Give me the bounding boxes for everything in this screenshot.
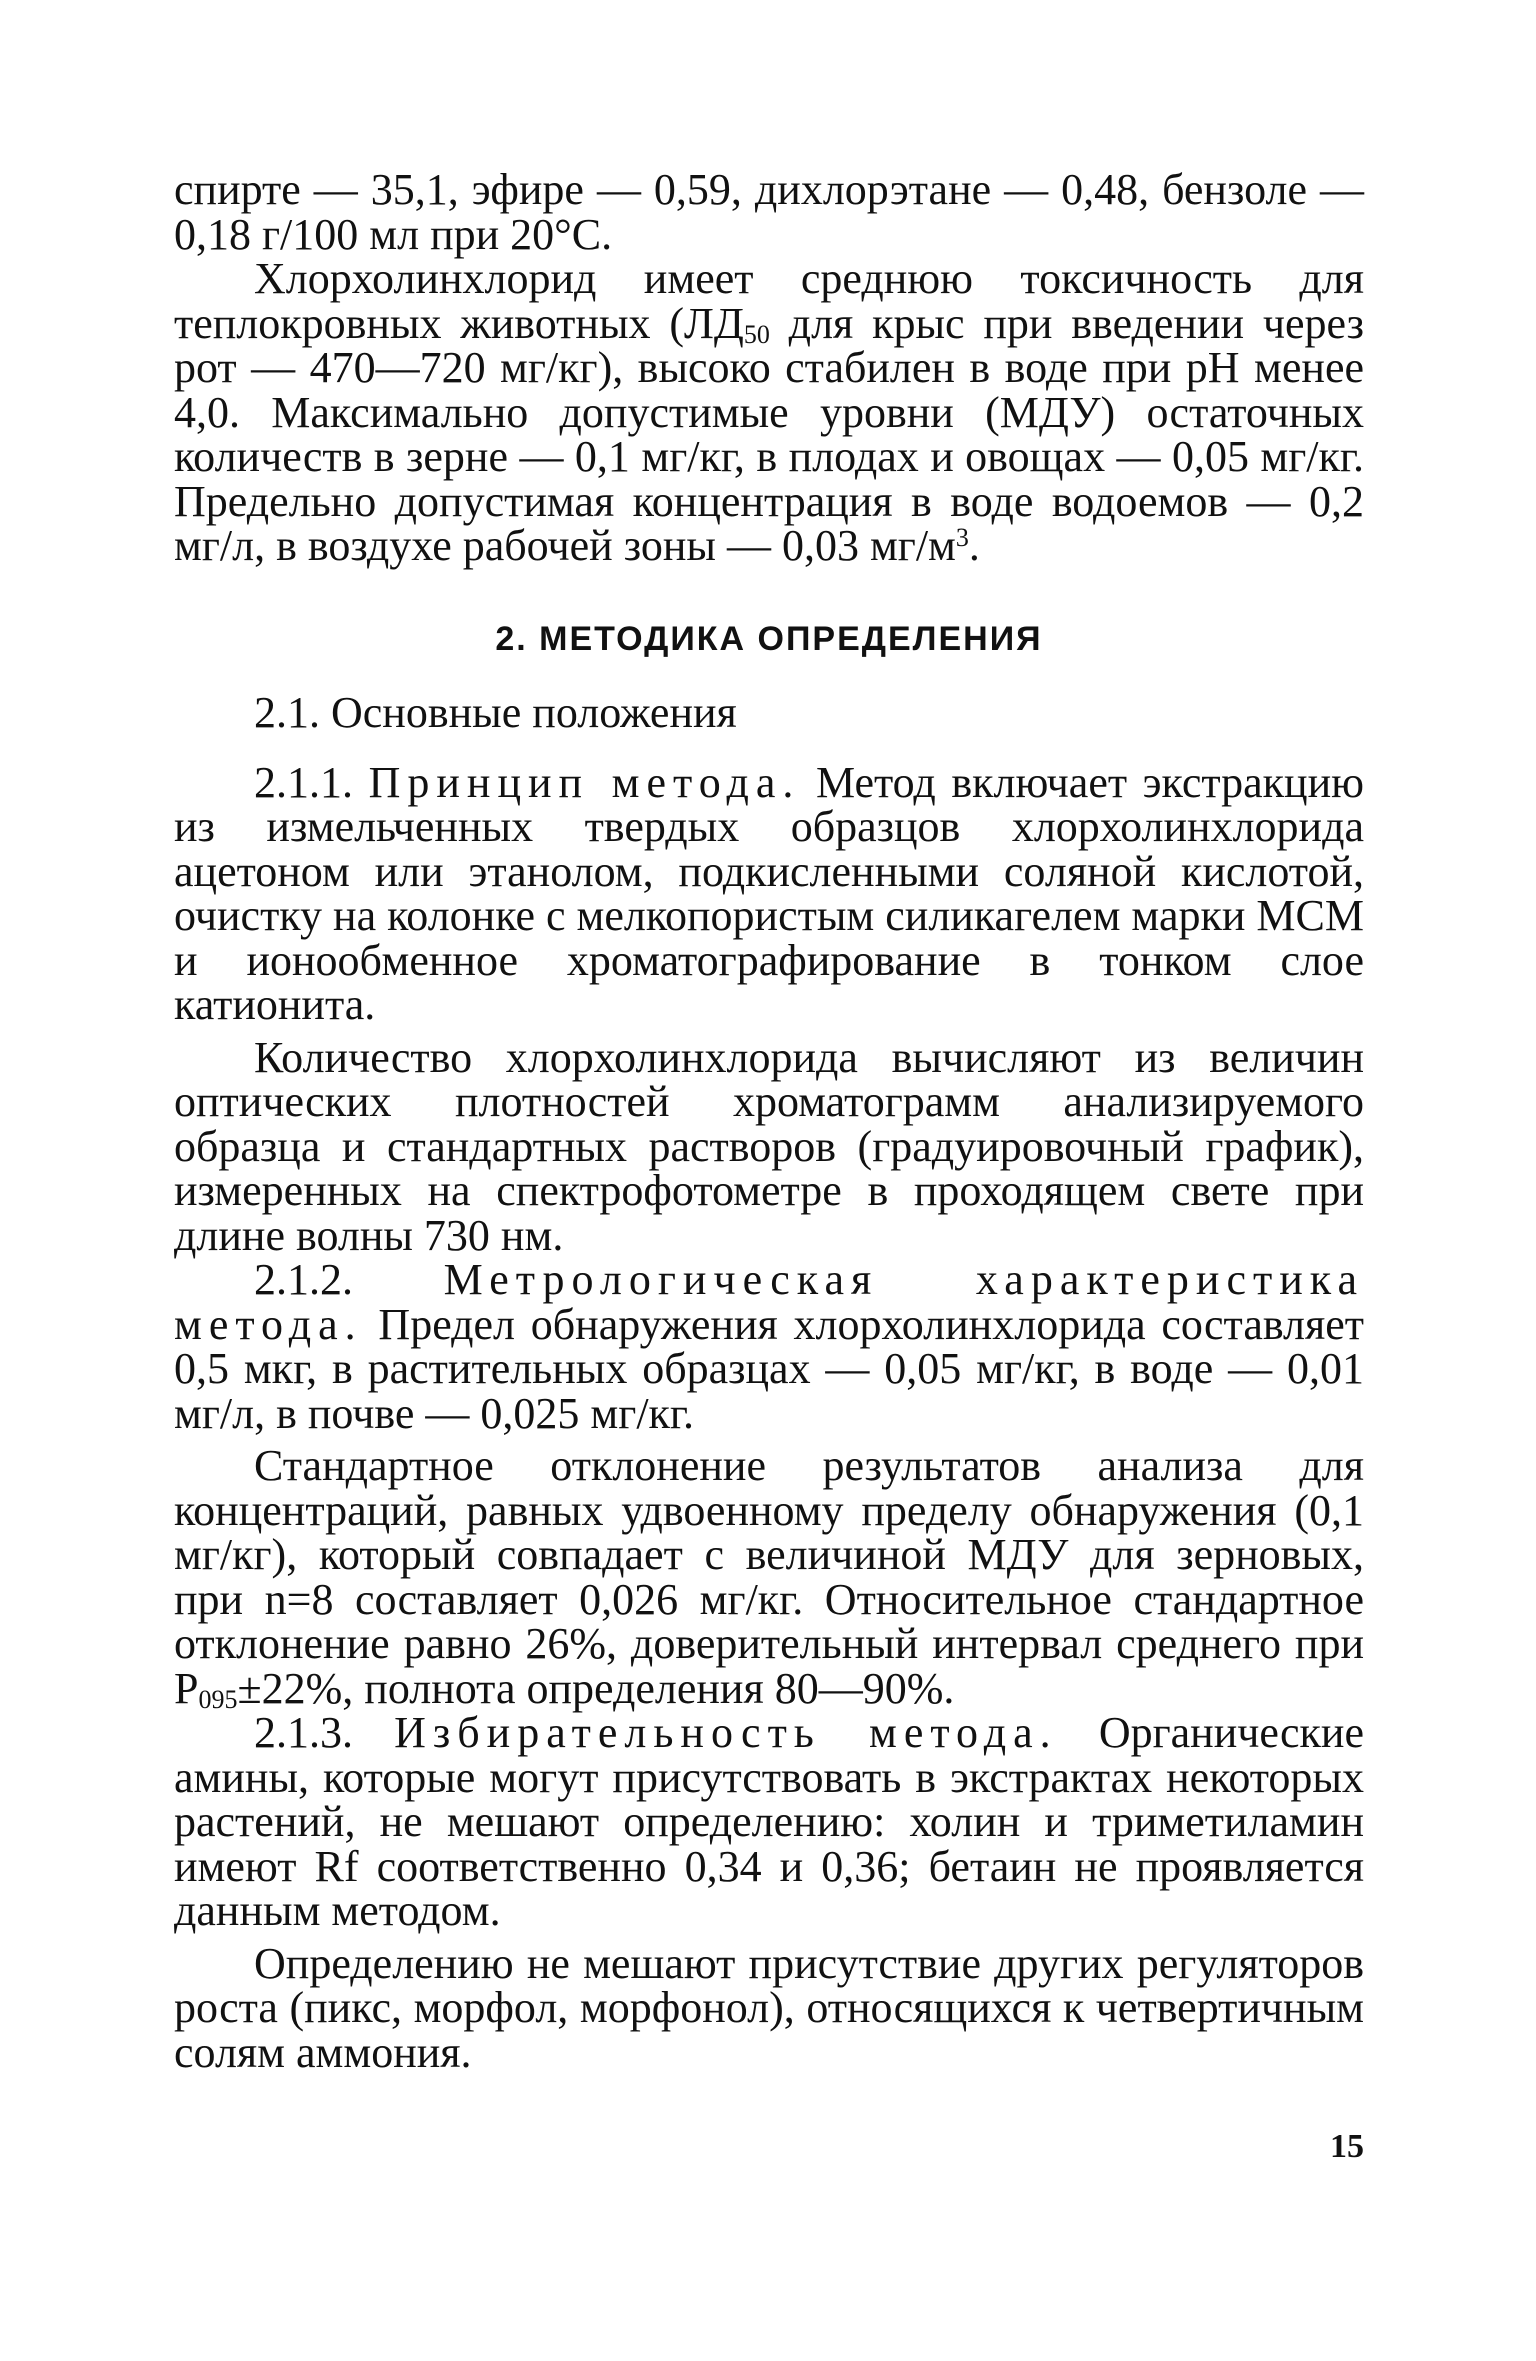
- subsection-heading: 2.1. Основные положения: [254, 687, 737, 737]
- paragraph-2-1-1: 2.1.1. Принцип метода. Метод включает экстракцию из измельченных твердых образцов хлорхолинхлорида ацетоном или этанолом, подкисленными соляной кислотой, очистку на колонке с мелкопористым силикагелем марки МСМ и ионообменное хроматографирование в тонком слое катионита.: [174, 757, 1364, 1029]
- clause-title: Принцип метода.: [368, 757, 801, 807]
- section-heading: 2. МЕТОДИКА ОПРЕДЕЛЕНИЯ: [495, 619, 1043, 658]
- paragraph-2-1-3-interference: Определению не мешают присутствие других регуляторов роста (пикс, морфол, морфонол), относящихся к четвертичным солям аммония.: [174, 1938, 1364, 2077]
- intro-paragraph-toxicity: Хлорхолинхлорид имеет среднюю токсичность для теплокровных животных ($ЛД_{50}$ для крыс при введении через рот — 470—720 мг/кг), высоко стабилен в воде при рН менее 4,0. Максимально допустимые уровни (МДУ) остаточных количеств в зерне — 0,1 мг/кг, в плодах и овощах — 0,05 мг/кг. Предельно допустимая концентрация в воде водоемов — 0,2 мг/л, в воздухе рабочей зоны — 0,03 $мг/м^3$.: [174, 254, 1364, 570]
- paragraph-2-1-3: 2.1.3. Избирательность метода. Органические амины, которые могут присутствовать в экстрактах некоторых растений, не мешают определению: холин и триметиламин имеют Rf соответственно 0,34 и 0,36; бетаин не проявляется данным методом.: [174, 1708, 1365, 1935]
- page-number: 15: [1330, 2128, 1364, 2165]
- clause-title: Избирательность метода.: [394, 1708, 1058, 1757]
- paragraph-2-1-2-deviation: Стандартное отклонение результатов анализа для концентраций, равных удвоенному пределу обнаружения (0,1 мг/кг), который совпадает с величиной МДУ для зерновых, при n=8 составляет 0,026 мг/кг. Относительное стандартное отклонение равно 26%, доверительный интервал среднего при $Р_{095}\pm 22\%$, полнота определения 80—90%.: [174, 1441, 1364, 1714]
- intro-paragraph-continuation: спирте — 35,1, эфире — 0,59, дихлорэтане — 0,48, бензоле — 0,18 г/100 мл при 20°С.: [174, 165, 1364, 259]
- paragraph-2-1-1-calculation: Количество хлорхолинхлорида вычисляют из величин оптических плотностей хроматограмм анализируемого образца и стандартных растворов (градуировочный график), измеренных на спектрофотометре в проходящем свете при длине волны 730 нм.: [174, 1032, 1364, 1260]
- paragraph-2-1-2: 2.1.2. Метрологическая характеристика метода. Предел обнаружения хлорхолинхлорида составляет 0,5 мкг, в растительных образцах — 0,05 мг/кг, в воде — 0,01 мг/л, в почве — 0,025 мг/кг.: [174, 1255, 1364, 1438]
- clause-title: Метрологическая характеристика метода.: [174, 1255, 1364, 1349]
- document-page: [174, 165, 1365, 2077]
